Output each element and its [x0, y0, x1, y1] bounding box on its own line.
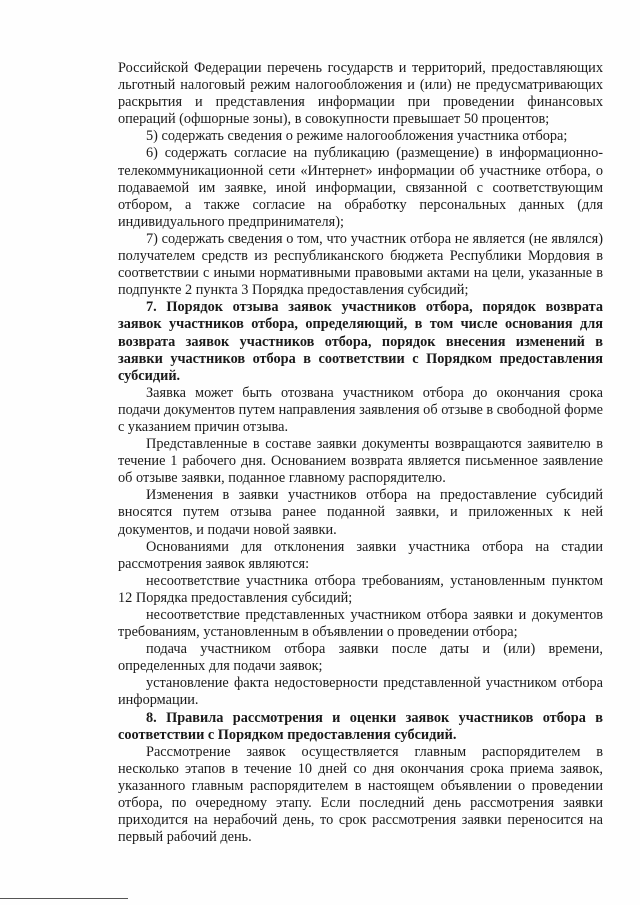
- paragraph-return: Представленные в составе заявки документы возвращаются заявителю в течение 1 рабочего дня. Основанием возврата является письменное заявление об отзыве заявки, поданное главному распорядителю.: [118, 436, 603, 487]
- paragraph-rejection-grounds: Основаниями для отклонения заявки участника отбора на стадии рассмотрения заявок являются:: [118, 538, 603, 572]
- paragraph-review-procedure: Рассмотрение заявок осуществляется главным распорядителем в несколько этапов в течение 10 дней со дня окончания срока приема заявок, указанного главным распорядителем в настоящем объявлении о проведении отбора, по очередному этапу. Если последний день рассмотрения заявки приходится на нерабочий день, то срок рассмотрения заявки переносится на первый рабочий день.: [118, 743, 603, 846]
- list-item-noncompliance-documents: несоответствие представленных участником отбора заявки и документов требованиям, установленным в объявлении о проведении отбора;: [118, 607, 603, 641]
- list-item-noncompliance-participant: несоответствие участника отбора требованиям, установленным пунктом 12 Порядка предоставления субсидий;: [118, 572, 603, 606]
- paragraph-offshore-continuation: Российской Федерации перечень государств и территорий, предоставляющих льготный налоговый режим налогообложения и (или) не предусматривающих раскрытия и представления информации при проведении финансовых операций (офшорные зоны), в совокупности превышает 50 процентов;: [118, 60, 603, 128]
- section-heading-7: 7. Порядок отзыва заявок участников отбора, порядок возврата заявок участников отбора, определяющий, в том числе основания для возврата заявок участников отбора, порядок внесения изменений в заявки участников отбора в соответствии с Порядком предоставления субсидий.: [118, 299, 603, 384]
- list-item-false-information: установление факта недостоверности представленной участником отбора информации.: [118, 675, 603, 709]
- paragraph-withdrawal: Заявка может быть отозвана участником отбора до окончания срока подачи документов путем направления заявления об отзыве в свободной форме с указанием причин отзыва.: [118, 384, 603, 435]
- footer-divider: [0, 898, 128, 899]
- list-item-late-submission: подача участником отбора заявки после даты и (или) времени, определенных для подачи заявок;: [118, 641, 603, 675]
- paragraph-item-5: 5) содержать сведения о режиме налогообложения участника отбора;: [146, 128, 568, 145]
- section-heading-8: 8. Правила рассмотрения и оценки заявок участников отбора в соответствии с Порядком предоставления субсидий.: [118, 709, 603, 743]
- paragraph-item-7: 7) содержать сведения о том, что участник отбора не является (не являлся) получателем средств из республиканского бюджета Республики Мордовия в соответствии с иными нормативными правовыми актами на цели, указанные в подпункте 2 пункта 3 Порядка предоставления субсидий;: [118, 230, 603, 299]
- paragraph-item-6: 6) содержать согласие на публикацию (размещение) в информационно-телекоммуникационной сети «Интернет» информации об участнике отбора, о подаваемой им заявке, иной информации, связанной с соответствующим отбором, а также согласие на обработку персональных данных (для индивидуального предпринимателя);: [118, 145, 603, 230]
- paragraph-changes: Изменения в заявки участников отбора на предоставление субсидий вносятся путем отзыва ранее поданной заявки, и приложенных к ней документов, и подачи новой заявки.: [118, 487, 603, 538]
- document-body: [118, 60, 603, 846]
